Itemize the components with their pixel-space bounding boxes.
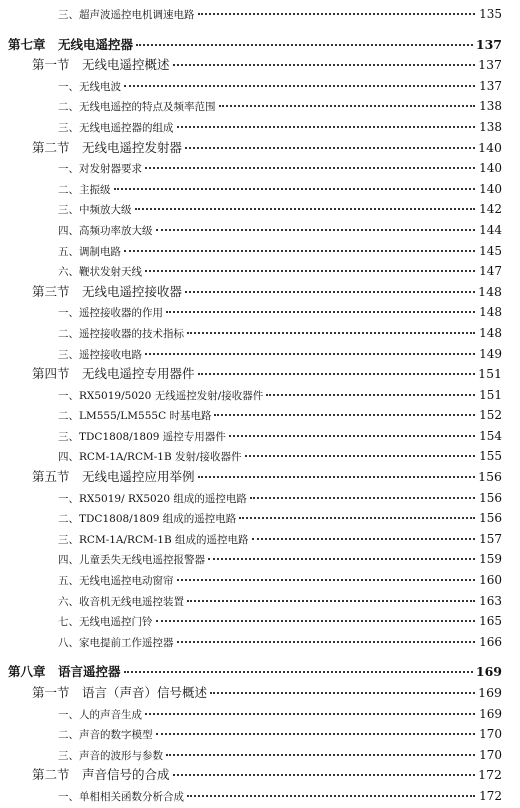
toc-entry-title: 二、无线电遥控的特点及频率范围 xyxy=(58,101,216,114)
toc-entry-page: 145 xyxy=(479,243,502,258)
toc-entry-page: 151 xyxy=(478,366,502,382)
toc-entry-page: 160 xyxy=(479,573,502,588)
dot-leader xyxy=(214,413,475,416)
dot-leader xyxy=(156,228,476,231)
dot-leader xyxy=(156,619,476,622)
toc-item-row xyxy=(0,426,520,447)
toc-section-row xyxy=(0,55,520,76)
dot-leader xyxy=(245,454,475,457)
toc-entry-page: 138 xyxy=(479,99,502,114)
dot-leader xyxy=(187,794,475,797)
dot-leader xyxy=(219,104,476,107)
dot-leader xyxy=(145,352,475,355)
toc-entry-title: 四、高频功率放大级 xyxy=(58,224,153,237)
toc-item-row xyxy=(0,302,520,323)
toc-entry-page: 169 xyxy=(475,664,502,680)
dot-leader xyxy=(145,269,475,272)
toc-entry-title: 一、RX5019/5020 无线遥控发射/接收器件 xyxy=(58,389,264,402)
toc-section-row xyxy=(0,138,520,159)
dot-leader xyxy=(185,146,475,149)
toc-chapter-row xyxy=(0,662,520,683)
toc-entry-title: 八、家电提前工作遥控器 xyxy=(58,636,174,649)
toc-section-row xyxy=(0,683,520,704)
toc-entry-title: 三、中频放大级 xyxy=(58,204,132,217)
toc-entry-title: 第二节 声音信号的合成 xyxy=(32,767,170,783)
dot-leader xyxy=(187,599,475,602)
dot-leader xyxy=(177,640,476,643)
toc-entry-page: 156 xyxy=(479,490,502,505)
dot-leader xyxy=(156,732,476,735)
dot-leader xyxy=(135,207,476,210)
toc-entry-title: 六、鞭状发射天线 xyxy=(58,266,142,279)
toc-item-row xyxy=(0,117,520,138)
toc-section-row xyxy=(0,765,520,786)
toc-entry-page: 157 xyxy=(479,531,502,546)
toc-item-row xyxy=(0,632,520,653)
toc-section-row xyxy=(0,364,520,385)
dot-leader xyxy=(208,557,475,560)
toc-entry-title: 五、调制电路 xyxy=(58,245,121,258)
dot-leader xyxy=(187,331,475,334)
toc-item-row xyxy=(0,724,520,745)
dot-leader xyxy=(266,393,475,396)
dot-leader xyxy=(166,753,475,756)
toc-entry-page: 166 xyxy=(479,634,502,649)
dot-leader xyxy=(185,290,475,293)
dot-leader xyxy=(114,187,476,190)
toc-entry-page: 140 xyxy=(479,161,502,176)
toc-entry-page: 140 xyxy=(478,139,502,155)
toc-entry-title: 一、无线电波 xyxy=(58,80,121,93)
toc-entry-title: 第一节 无线电遥控概述 xyxy=(32,57,170,73)
toc-section-row xyxy=(0,282,520,303)
toc-entry-page: 169 xyxy=(479,706,502,721)
toc-entry-page: 137 xyxy=(475,36,502,52)
toc-entry-title: 三、遥控接收电路 xyxy=(58,348,142,361)
toc-item-row xyxy=(0,549,520,570)
toc-entry-page: 154 xyxy=(479,428,502,443)
dot-leader xyxy=(145,712,475,715)
toc-item-row xyxy=(0,446,520,467)
toc-entry-title: 一、对发射器要求 xyxy=(58,163,142,176)
toc-entry-page: 156 xyxy=(479,511,502,526)
toc-entry-page: 144 xyxy=(479,222,502,237)
toc-entry-title: 一、遥控接收器的作用 xyxy=(58,307,163,320)
dot-leader xyxy=(250,496,475,499)
toc-entry-title: 三、声音的波形与参数 xyxy=(58,749,163,762)
dot-leader xyxy=(124,84,475,87)
toc-entry-title: 二、TDC1808/1809 组成的遥控电路 xyxy=(58,513,237,526)
table-of-contents xyxy=(0,4,520,807)
toc-item-row xyxy=(0,405,520,426)
toc-entry-title: 六、收音机无线电遥控装置 xyxy=(58,595,184,608)
toc-item-row xyxy=(0,591,520,612)
toc-item-row xyxy=(0,323,520,344)
toc-entry-page: 159 xyxy=(479,552,502,567)
dot-leader xyxy=(198,372,475,375)
toc-entry-title: 一、RX5019/ RX5020 组成的遥控电路 xyxy=(58,492,247,505)
toc-entry-title: 二、遥控接收器的技术指标 xyxy=(58,327,184,340)
toc-section-row xyxy=(0,467,520,488)
toc-item-row xyxy=(0,158,520,179)
dot-leader xyxy=(136,43,473,46)
toc-entry-page: 137 xyxy=(478,57,502,73)
toc-entry-page: 137 xyxy=(479,78,502,93)
toc-item-row xyxy=(0,488,520,509)
dot-leader xyxy=(173,773,475,776)
toc-entry-page: 148 xyxy=(478,283,502,299)
toc-entry-title: 第五节 无线电遥控应用举例 xyxy=(32,469,195,485)
toc-entry-page: 155 xyxy=(479,449,502,464)
toc-item-row xyxy=(0,199,520,220)
toc-item-row xyxy=(0,4,520,25)
toc-entry-page: 165 xyxy=(479,614,502,629)
dot-leader xyxy=(198,12,476,15)
dot-leader xyxy=(145,166,475,169)
toc-entry-page: 172 xyxy=(479,788,502,803)
toc-entry-title: 第七章 无线电遥控器 xyxy=(8,36,134,52)
toc-entry-page: 172 xyxy=(478,767,502,783)
toc-entry-title: 二、主振级 xyxy=(58,183,111,196)
dot-leader xyxy=(252,537,475,540)
toc-entry-title: 四、儿童丢失无线电遥控报警器 xyxy=(58,554,205,567)
toc-entry-title: 第一节 语言（声音）信号概述 xyxy=(32,685,208,700)
toc-item-row xyxy=(0,570,520,591)
toc-item-row xyxy=(0,179,520,200)
dot-leader xyxy=(166,310,475,313)
toc-entry-page: 151 xyxy=(479,387,502,402)
toc-entry-page: 149 xyxy=(479,346,502,361)
toc-item-row xyxy=(0,704,520,725)
toc-chapter-row xyxy=(0,35,520,56)
toc-entry-title: 一、单相相关函数分析合成 xyxy=(58,790,184,803)
toc-item-row xyxy=(0,508,520,529)
toc-item-row xyxy=(0,220,520,241)
toc-entry-title: 七、无线电遥控门铃 xyxy=(58,616,153,629)
dot-leader xyxy=(124,670,473,673)
dot-leader xyxy=(177,125,476,128)
toc-entry-title: 三、超声波遥控电机调速电路 xyxy=(58,9,195,21)
dot-leader xyxy=(210,691,475,694)
dot-leader xyxy=(177,578,476,581)
toc-item-row xyxy=(0,529,520,550)
toc-entry-title: 五、无线电遥控电动窗帘 xyxy=(58,575,174,588)
toc-entry-page: 148 xyxy=(479,305,502,320)
toc-item-row xyxy=(0,745,520,766)
toc-entry-title: 三、无线电遥控器的组成 xyxy=(58,121,174,134)
toc-entry-title: 第三节 无线电遥控接收器 xyxy=(32,283,183,299)
toc-entry-page: 170 xyxy=(479,727,502,742)
toc-item-row xyxy=(0,241,520,262)
toc-entry-title: 三、RCM-1A/RCM-1B 组成的遥控电路 xyxy=(58,533,249,546)
toc-entry-title: 第八章 语言遥控器 xyxy=(8,664,121,680)
toc-item-row xyxy=(0,385,520,406)
dot-leader xyxy=(198,475,475,478)
toc-item-row xyxy=(0,344,520,365)
dot-leader xyxy=(229,434,475,437)
toc-entry-title: 二、LM555/LM555C 时基电路 xyxy=(58,410,212,423)
toc-entry-page: 140 xyxy=(479,181,502,196)
toc-entry-page: 148 xyxy=(479,325,502,340)
toc-entry-title: 一、人的声音生成 xyxy=(58,708,142,721)
toc-entry-page: 156 xyxy=(478,469,502,485)
toc-entry-page: 135 xyxy=(479,7,502,21)
toc-entry-page: 152 xyxy=(479,408,502,423)
toc-item-row xyxy=(0,611,520,632)
toc-entry-page: 169 xyxy=(478,685,502,700)
toc-item-row xyxy=(0,96,520,117)
dot-leader xyxy=(173,63,475,66)
toc-entry-title: 第四节 无线电遥控专用器件 xyxy=(32,366,195,382)
toc-item-row xyxy=(0,786,520,807)
toc-item-row xyxy=(0,261,520,282)
dot-leader xyxy=(124,249,475,252)
toc-entry-title: 二、声音的数字模型 xyxy=(58,729,153,742)
toc-entry-title: 第二节 无线电遥控发射器 xyxy=(32,139,183,155)
toc-item-row xyxy=(0,76,520,97)
toc-entry-page: 142 xyxy=(479,202,502,217)
toc-entry-title: 四、RCM-1A/RCM-1B 发射/接收器件 xyxy=(58,451,242,464)
toc-entry-page: 163 xyxy=(479,593,502,608)
toc-entry-page: 147 xyxy=(479,264,502,279)
toc-entry-page: 138 xyxy=(479,119,502,134)
dot-leader xyxy=(239,516,475,519)
toc-entry-page: 170 xyxy=(479,747,502,762)
toc-entry-title: 三、TDC1808/1809 遥控专用器件 xyxy=(58,430,226,443)
